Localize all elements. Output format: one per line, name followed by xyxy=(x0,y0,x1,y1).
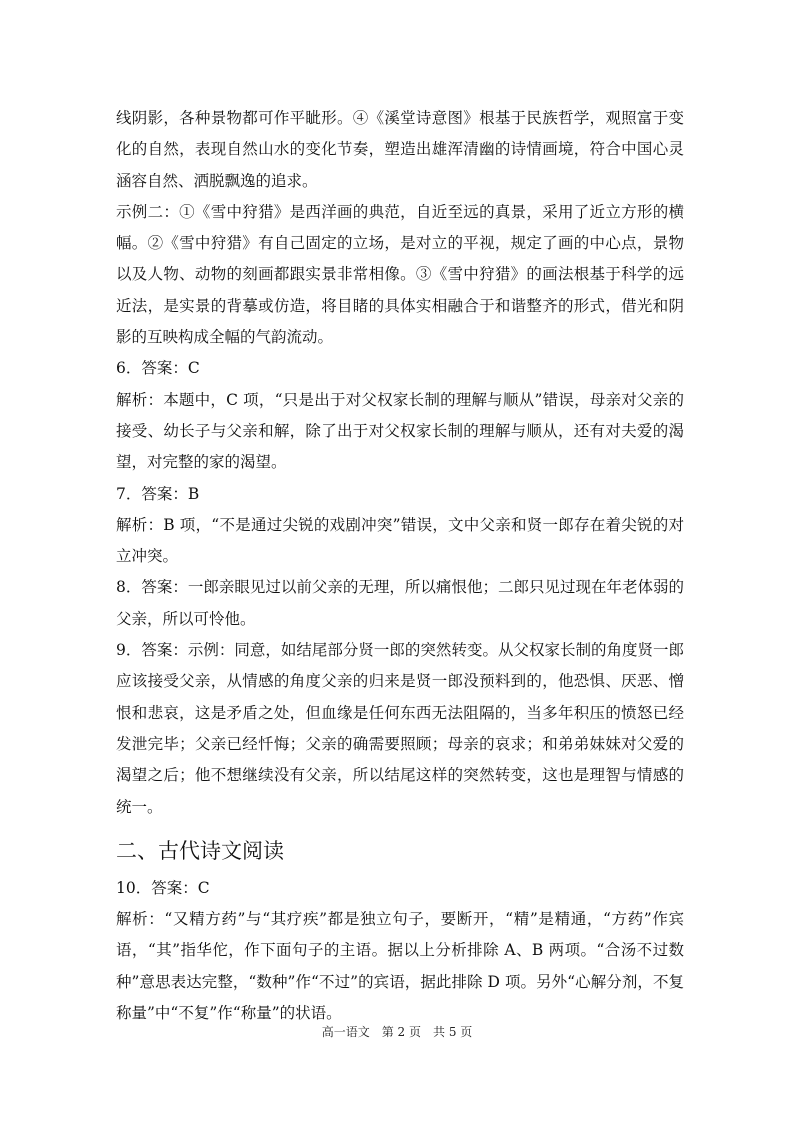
analysis-7: 解析：B 项，“不是通过尖锐的戏剧冲突”错误，文中父亲和贤一郎存在着尖锐的对立冲突。 xyxy=(116,515,684,566)
answer-8: 8．答案：一郎亲眼见过以前父亲的无理，所以痛恨他；二郎只见过现在年老体弱的父亲，所以可怜他。 xyxy=(116,578,684,628)
answer-7: 7．答案：B xyxy=(116,484,200,503)
answer-10: 10．答案：C xyxy=(116,878,210,897)
analysis-6: 解析：本题中，C 项，“只是出于对父权家长制的理解与顺从”错误，母亲对父亲的接受、幼长子与父亲和解，除了出于对父权家长制的理解与顺从，还有对夫爱的渴望，对完整的家的渴望。 xyxy=(116,390,684,472)
paragraph: 线阴影，各种景物都可作平眦形。④《溪堂诗意图》根基于民族哲学，观照富于变化的自然，表现自然山水的变化节奏，塑造出雄浑清幽的诗情画境，符合中国心灵涵容自然、洒脱飘逸的追求。 xyxy=(116,109,684,190)
analysis-10: 解析：“又精方药”与“其疗疾”都是独立句子，要断开，“精”是精通，“方药”作宾语，“其”指华佗，作下面句子的主语。据以上分析排除 A、B 两项。“合汤不过数种”意思表达完整，“数种”作“不过”的宾语，据此排除 D 项。另外“心解分剂，不复称量”中“不复”作“称量”的状语。 xyxy=(116,910,684,1023)
page-footer: 高一语文 第 2 页 共 5 页 xyxy=(321,1025,473,1039)
answer-6: 6．答案：C xyxy=(116,359,200,378)
paragraph: 示例二：①《雪中狩猎》是西洋画的典范，自近至远的真景，采用了近立方形的横幅。②《雪中狩猎》有自己固定的立场，是对立的平视，规定了画的中心点，景物以及人物、动物的刻画都跟实景非常相像。③《雪中狩猎》的画法根基于科学的远近法，是实景的背摹或仿造，将目睹的具体实相融合于和谐整齐的形式，借光和阴影的互映构成全幅的气韵流动。 xyxy=(116,202,684,347)
section-title: 二、古代诗文阅读 xyxy=(116,838,284,863)
answer-9: 9．答案：示例：同意，如结尾部分贤一郎的突然转变。从父权家长制的角度贤一郎应该接受父亲，从情感的角度父亲的归来是贤一郎没预料到的，他恐惧、厌恶、憎恨和悲哀，这是矛盾之处，但血缘是任何东西无法阻隔的，当多年积压的愤怒已经发泄完毕；父亲已经忏悔；父亲的确需要照顾；母亲的哀求；和弟弟妹妹对父爱的渴望之后；他不想继续没有父亲，所以结尾这样的突然转变，这也是理智与情感的统一。 xyxy=(116,641,684,816)
page-content xyxy=(116,103,684,1029)
